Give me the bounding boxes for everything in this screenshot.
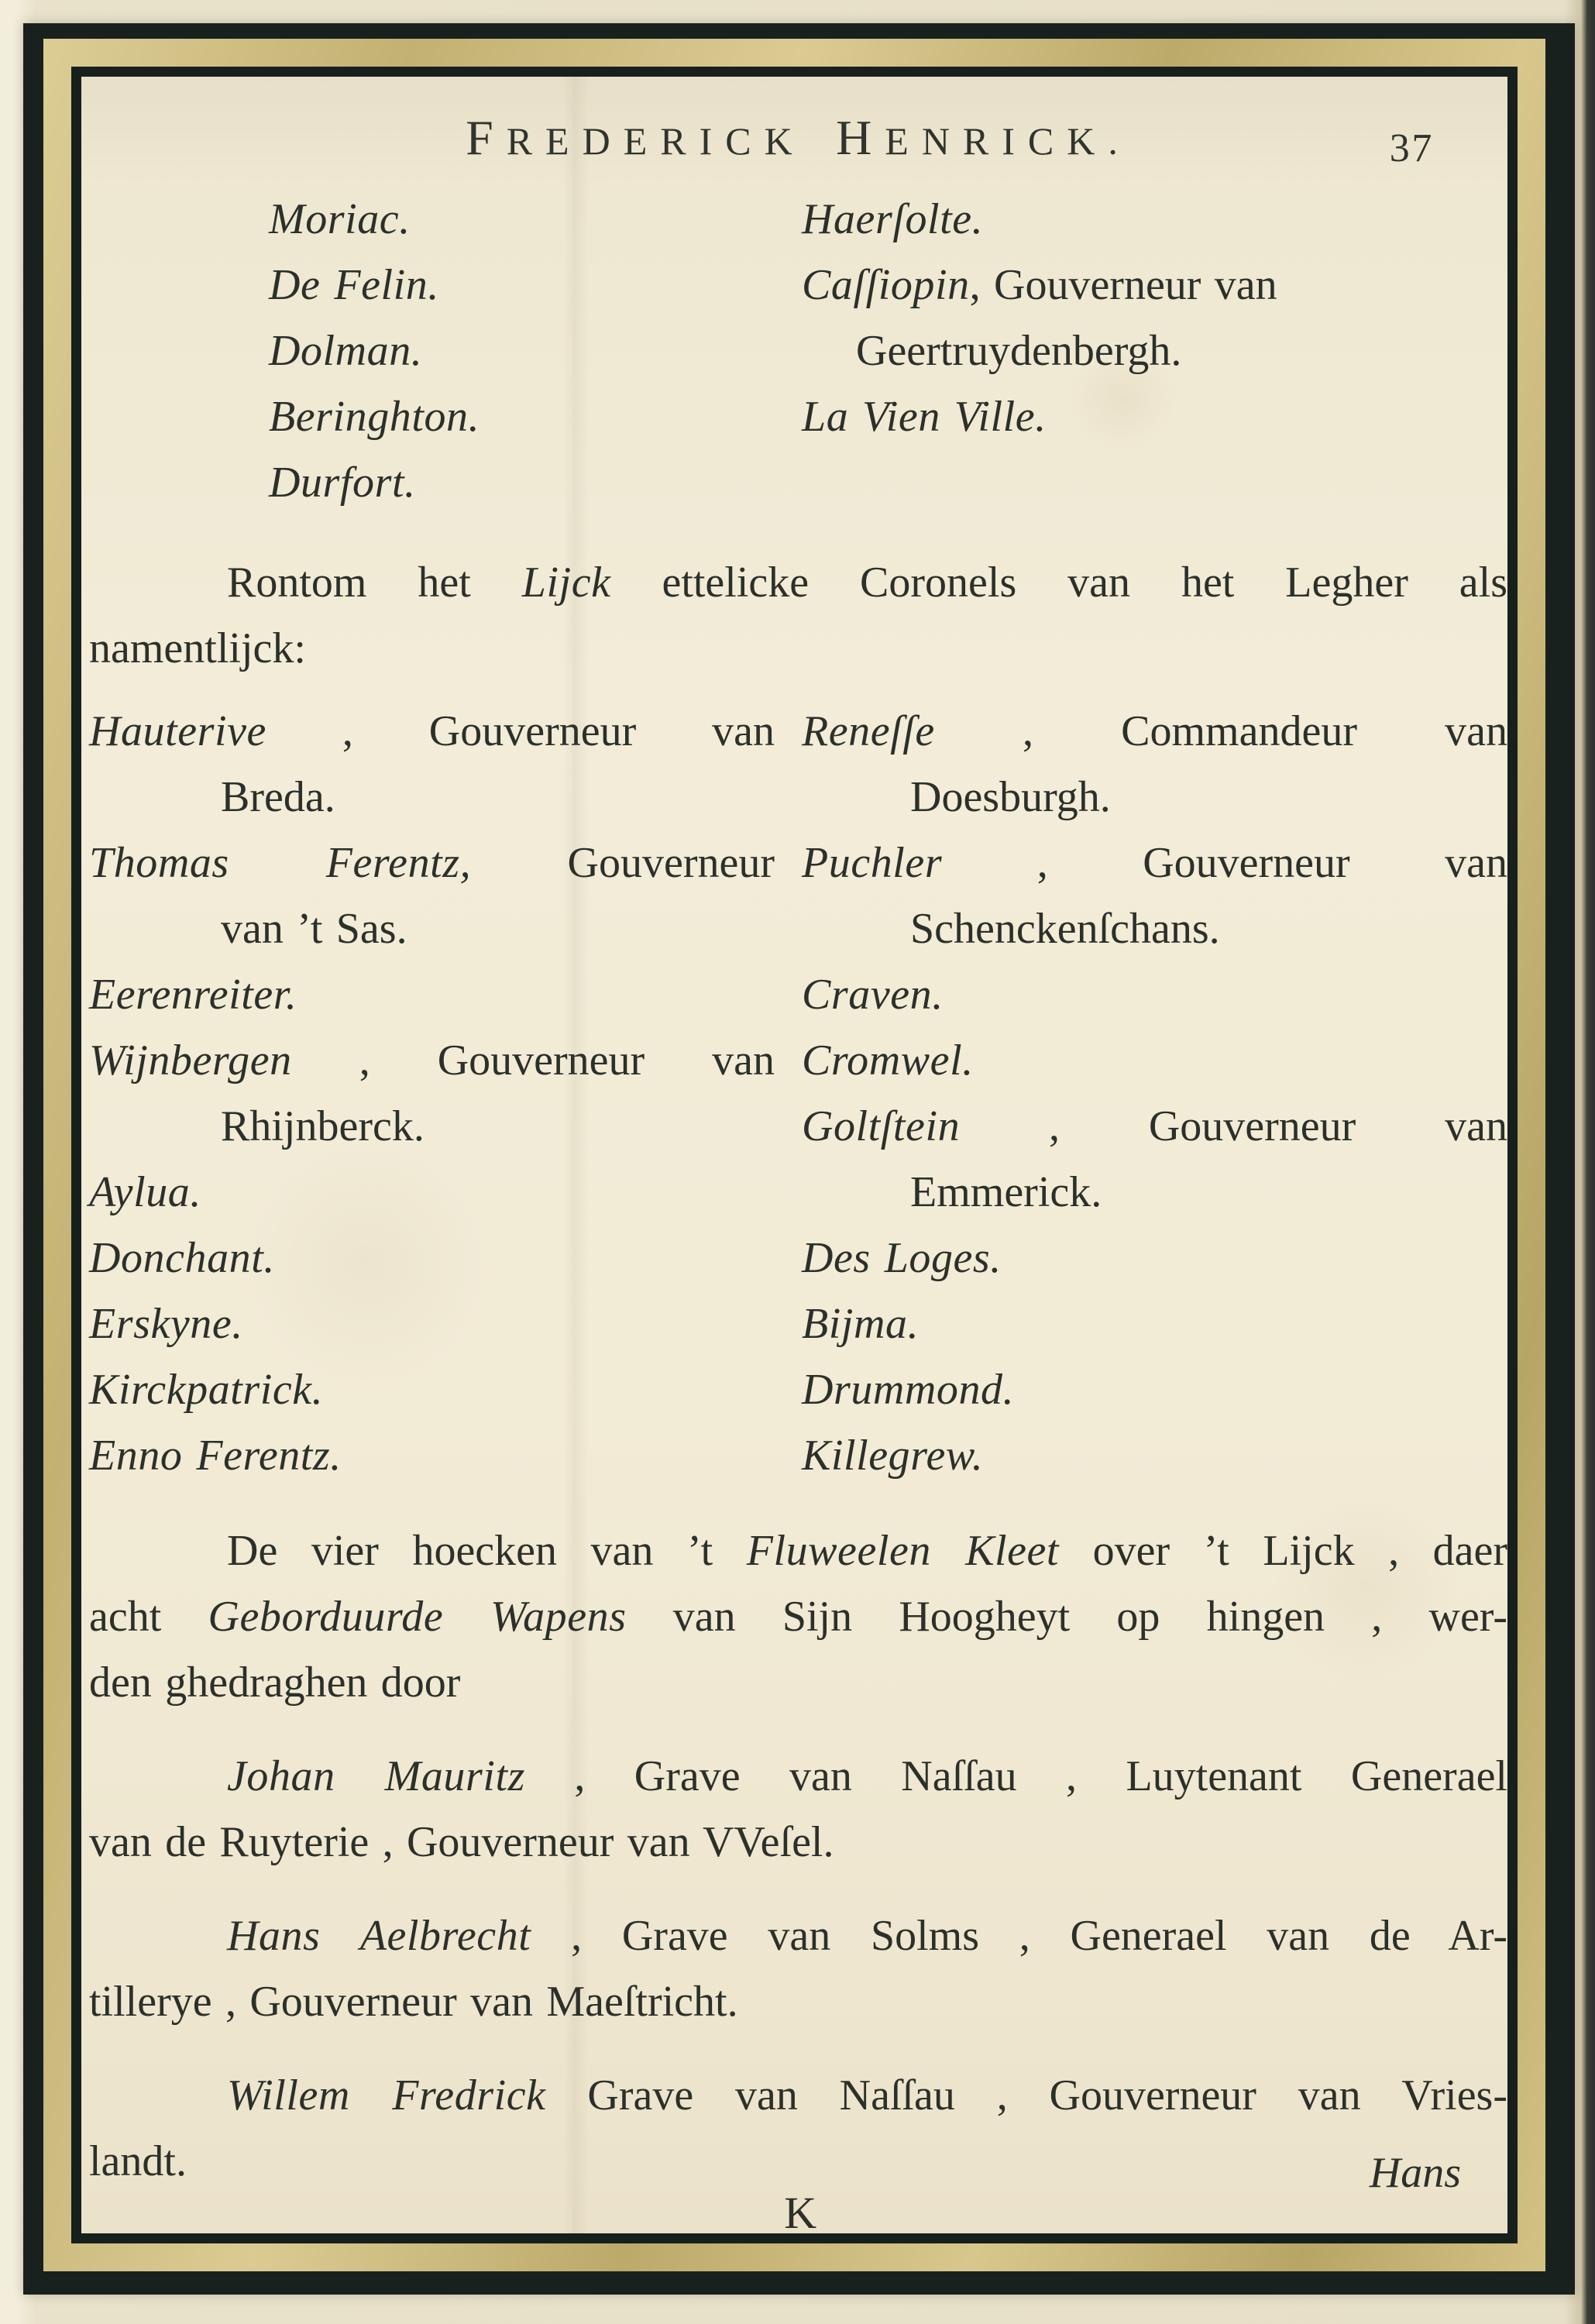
paragraph-emphasis: Lijck [521,559,611,607]
entry-name: De Felin. [269,261,439,309]
paragraph-name: Hans Aelbrecht [227,1912,531,1960]
paragraph-line [89,550,1507,616]
entry-line [89,962,775,1028]
entry-text: , Gouverneur van [969,261,1277,309]
entry-name: Killegrew. [802,1432,984,1480]
entry-text: , Gouverneur van [942,839,1507,887]
header-title-word: FREDERICK [466,110,806,165]
entry-line [802,1028,1507,1094]
paragraph-text: den ghedraghen door [89,1659,461,1707]
entry-text: Doesburgh. [910,773,1111,821]
entry-text: , Commandeur van [934,707,1507,755]
paragraph-name: Willem Fredrick [227,2071,546,2119]
entry-line [89,699,775,765]
entry-name: Puchler [802,839,943,887]
paragraph-line [89,1744,1507,1810]
paragraph-line [89,1969,1507,2035]
paragraph-text: De vier hoecken van ’t [227,1527,747,1575]
entry-text: , Gouverneur van [960,1102,1507,1150]
entry-line [802,384,1507,450]
intro-paragraph [89,550,1507,682]
entry-line [802,962,1507,1028]
paragraph-kleet [89,1518,1507,1716]
catchword: Hans [1369,2149,1461,2197]
entry-text: Geertruydenbergh. [856,327,1182,375]
entry-text: , Gouverneur van [291,1037,775,1085]
entry-line [89,896,775,962]
entry-line [89,1357,775,1423]
paragraph-text: van de Ruyterie , Gouverneur van VVeſel. [89,1818,834,1866]
entry-line [89,450,775,516]
paragraph-line [89,2129,1507,2195]
paragraph-line [89,616,1507,682]
coronels-column-left [89,699,775,1489]
entry-name: Caſſiopin [802,261,970,309]
paragraph-line [89,2063,1507,2129]
entry-line [89,253,775,318]
entry-name: Bijma. [802,1300,920,1348]
entry-line [89,187,775,253]
paragraph-emphasis: Geborduurde Wapens [208,1593,627,1641]
entry-line [802,1291,1507,1357]
entry-line [802,896,1507,962]
entry-name: Enno Ferentz. [89,1432,342,1480]
paragraph-line [89,1650,1507,1716]
paragraph-emphasis: Fluweelen Kleet [746,1527,1060,1575]
entry-text: Schenckenſchans. [910,905,1220,953]
entry-line [802,1226,1507,1291]
paragraph-line [89,1810,1507,1875]
entry-text: Breda. [221,773,335,821]
entry-name: Haerſolte. [802,195,984,243]
coronels-list [89,699,1507,1489]
paragraph-text: acht [89,1593,208,1641]
paragraph-text: tillerye , Gouverneur van Maeſtricht. [89,1978,738,2026]
entry-line [89,765,775,830]
pallbearers-column-left [89,187,775,516]
entry-name: Aylua. [89,1168,201,1216]
entry-line [802,765,1507,830]
page-content [81,77,1508,2238]
entry-line [802,187,1507,253]
entry-text: , Gouverneur van [266,707,775,755]
page-number: 37 [1389,126,1434,170]
entry-line [89,1226,775,1291]
entry-name: Cromwel. [802,1037,974,1085]
running-header [89,105,1507,174]
entry-line [802,1160,1507,1226]
entry-name: Donchant. [89,1234,275,1282]
entry-line [802,253,1507,318]
paragraph-line [89,1518,1507,1584]
entry-name: Wijnbergen [89,1037,292,1085]
entry-name: Moriac. [269,195,411,243]
paragraph-text: , Grave van Solms , Generael van de Ar- [531,1912,1507,1960]
entry-line [802,699,1507,765]
entry-line [802,318,1507,384]
page-paper [71,67,1518,2243]
entry-name: Des Loges. [802,1234,1002,1282]
entry-name: Dolman. [269,327,423,375]
entry-line [802,830,1507,896]
entry-line [89,384,775,450]
paragraph-willem-fredrick [89,2063,1507,2195]
paragraph-text: Grave van Naſſau , Gouverneur van Vries- [545,2071,1507,2119]
entry-name: Durfort. [269,459,416,507]
paragraph-text: landt. [89,2137,187,2185]
entry-name: Eerenreiter. [89,971,297,1019]
entry-line [89,830,775,896]
paragraph-line [89,1903,1507,1969]
entry-name: Craven. [802,971,944,1019]
entry-name: Hauterive [89,707,266,755]
entry-line [89,1160,775,1226]
paragraph-hans-aelbrecht [89,1903,1507,2035]
entry-name: Reneſſe [802,707,935,755]
entry-line [89,1094,775,1160]
entry-name: Thomas Ferentz, [89,839,472,887]
paragraph-johan-mauritz [89,1744,1507,1875]
paragraph-text: namentlijck: [89,624,306,672]
signature-mark: K [784,2188,817,2238]
entry-name: La Vien Ville. [802,393,1047,441]
header-title-word: HENRICK. [836,110,1131,165]
paragraph-name: Johan Mauritz [227,1752,525,1800]
pallbearers-list [89,187,1507,516]
entry-line [802,1423,1507,1489]
entry-name: Drummond. [802,1366,1015,1414]
entry-text: Rhijnberck. [221,1102,425,1150]
entry-text: Emmerick. [910,1168,1102,1216]
entry-name: Kirckpatrick. [89,1366,324,1414]
paragraph-text: Rontom het [227,559,522,607]
coronels-column-right [802,699,1507,1489]
page-frame [23,23,1575,2295]
entry-text: van ’t Sas. [221,905,407,953]
paragraph-text: ettelicke Coronels van het Legher als [610,559,1507,607]
entry-line [89,1423,775,1489]
entry-line [89,1028,775,1094]
pallbearers-column-right [802,187,1507,516]
entry-text: Gouverneur [471,839,775,887]
entry-name: Beringhton. [269,393,480,441]
entry-line [802,1357,1507,1423]
paragraph-line [89,1584,1507,1650]
entry-line [89,318,775,384]
entry-line [802,1094,1507,1160]
entry-line [89,1291,775,1357]
paragraph-text: , Grave van Naſſau , Luytenant Generael [524,1752,1507,1800]
entry-name: Goltſtein [802,1102,961,1150]
paragraph-text: van Sijn Hoogheyt op hingen , wer- [626,1593,1507,1641]
paragraph-text: over ’t Lijck , daer [1059,1527,1508,1575]
entry-name: Erskyne. [89,1300,243,1348]
